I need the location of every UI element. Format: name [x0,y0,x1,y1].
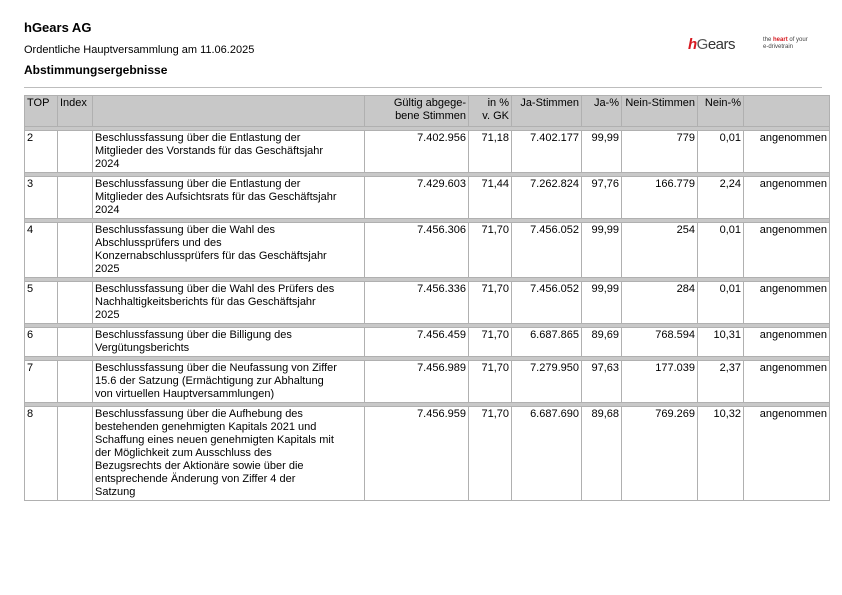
no-votes-cell: 254 [622,223,698,278]
logo-g: G [696,36,708,53]
no-votes-cell: 166.779 [622,177,698,219]
col-no-pct: Nein-% [698,96,744,127]
item-cell [93,282,365,324]
index-cell [58,282,93,324]
valid-votes-cell: 7.456.336 [365,282,469,324]
item-line: Abschlussprüfers und des [95,237,222,249]
item-line: Beschlussfassung über die Neufassung von Ziffer [95,362,337,374]
item-line: Beschlussfassung über die Aufhebung des [95,408,303,420]
yes-pct-cell: 97,63 [582,361,622,403]
item-line: Beschlussfassung über die Entlastung der [95,132,301,144]
yes-pct-cell: 99,99 [582,131,622,173]
voting-results-table [24,95,830,501]
index-cell [58,361,93,403]
pct-gk-cell: 71,70 [469,407,512,501]
tagline-post: of your [787,37,808,43]
item-line: der Möglichkeit zum Ausschluss des [95,447,272,459]
col-yes-pct: Ja-% [582,96,622,127]
col-pct-gk [469,96,512,127]
section-title: Abstimmungsergebnisse [24,63,168,77]
item-cell [93,223,365,278]
col-top: TOP [25,96,58,127]
valid-votes-cell: 7.456.459 [365,328,469,357]
index-cell [58,131,93,173]
item-cell [93,361,365,403]
no-pct-cell: 2,24 [698,177,744,219]
pct-gk-cell: 71,44 [469,177,512,219]
yes-pct-cell: 97,76 [582,177,622,219]
hgears-logo [688,36,735,54]
item-cell [93,131,365,173]
item-line: Vergütungsberichts [95,342,190,354]
col-no-votes: Nein-Stimmen [622,96,698,127]
col-item [93,96,365,127]
yes-pct-cell: 89,68 [582,407,622,501]
yes-votes-cell: 7.456.052 [512,282,582,324]
table-row [25,328,830,357]
col-valid-votes [365,96,469,127]
yes-pct-cell: 99,99 [582,223,622,278]
valid-votes-cell: 7.402.956 [365,131,469,173]
top-cell: 3 [25,177,58,219]
table-row [25,131,830,173]
item-line: 2024 [95,158,120,170]
result-cell: angenommen [744,328,830,357]
item-line: von virtuellen Hauptversammlungen) [95,388,275,400]
company-name: hGears AG [24,20,92,35]
item-line: Beschlussfassung über die Wahl des Prüfers des [95,283,335,295]
item-line: Schaffung eines neuen genehmigten Kapitals mit [95,434,334,446]
pct-gk-cell: 71,70 [469,282,512,324]
col-valid-line1: Gültig abgege- [393,97,466,109]
col-yes-votes: Ja-Stimmen [512,96,582,127]
no-pct-cell: 10,31 [698,328,744,357]
tagline-line2: e-drivetrain [763,44,794,50]
item-line: 2025 [95,309,120,321]
item-line: 2025 [95,263,120,275]
top-cell: 2 [25,131,58,173]
result-cell: angenommen [744,282,830,324]
valid-votes-cell: 7.429.603 [365,177,469,219]
result-cell: angenommen [744,177,830,219]
item-line: Bezugsrechts der Aktionäre sowie über die [95,460,304,472]
logo-rest: ears [707,36,736,53]
result-cell: angenommen [744,131,830,173]
item-line: 2024 [95,204,120,216]
valid-votes-cell: 7.456.959 [365,407,469,501]
no-votes-cell: 177.039 [622,361,698,403]
top-cell: 4 [25,223,58,278]
table-row [25,282,830,324]
item-line: Konzernabschlussprüfers für das Geschäftsjahr [95,250,327,262]
item-line: Nachhaltigkeitsberichts für das Geschäftsjahr [95,296,316,308]
index-cell [58,328,93,357]
yes-votes-cell: 7.262.824 [512,177,582,219]
item-line: bestehenden genehmigten Kapitals 2021 und [95,421,317,433]
item-line: Satzung [95,486,136,498]
table-row [25,177,830,219]
table-body [25,127,830,501]
top-cell: 5 [25,282,58,324]
item-cell [93,177,365,219]
yes-votes-cell: 6.687.690 [512,407,582,501]
no-votes-cell: 768.594 [622,328,698,357]
no-votes-cell: 779 [622,131,698,173]
yes-pct-cell: 99,99 [582,282,622,324]
pct-gk-cell: 71,70 [469,328,512,357]
pct-gk-cell: 71,70 [469,361,512,403]
valid-votes-cell: 7.456.306 [365,223,469,278]
table-row [25,223,830,278]
index-cell [58,223,93,278]
index-cell [58,177,93,219]
header-divider [24,87,822,88]
no-pct-cell: 0,01 [698,223,744,278]
item-line: Beschlussfassung über die Wahl des [95,224,275,236]
no-pct-cell: 0,01 [698,131,744,173]
table-row [25,407,830,501]
result-cell: angenommen [744,361,830,403]
result-cell: angenommen [744,407,830,501]
no-votes-cell: 284 [622,282,698,324]
yes-votes-cell: 6.687.865 [512,328,582,357]
yes-votes-cell: 7.279.950 [512,361,582,403]
top-cell: 7 [25,361,58,403]
table-row [25,361,830,403]
no-pct-cell: 10,32 [698,407,744,501]
item-line: Beschlussfassung über die Entlastung der [95,178,301,190]
no-pct-cell: 0,01 [698,282,744,324]
col-result [744,96,830,127]
item-line: 15.6 der Satzung (Ermächtigung zur Abhaltung [95,375,324,387]
logo-tagline [763,37,829,51]
col-valid-line2: bene Stimmen [395,110,466,122]
tagline-pre: the [763,37,774,43]
top-cell: 6 [25,328,58,357]
index-cell [58,407,93,501]
table-header-row [25,96,830,127]
top-cell: 8 [25,407,58,501]
pct-gk-cell: 71,18 [469,131,512,173]
col-pct-line1: in % [487,97,509,109]
item-line: Beschlussfassung über die Billigung des [95,329,292,341]
col-pct-line2: v. GK [482,110,509,122]
col-index: Index [58,96,93,127]
no-votes-cell: 769.269 [622,407,698,501]
result-cell: angenommen [744,223,830,278]
tagline-heart: heart [773,37,788,43]
item-cell [93,407,365,501]
yes-votes-cell: 7.402.177 [512,131,582,173]
no-pct-cell: 2,37 [698,361,744,403]
logo-wordmark [688,36,735,54]
valid-votes-cell: 7.456.989 [365,361,469,403]
item-line: Mitglieder des Vorstands für das Geschäftsjahr [95,145,324,157]
item-cell [93,328,365,357]
yes-pct-cell: 89,69 [582,328,622,357]
pct-gk-cell: 71,70 [469,223,512,278]
item-line: entsprechende Änderung von Ziffer 4 der [95,473,296,485]
meeting-title: Ordentliche Hauptversammlung am 11.06.2025 [24,44,255,56]
yes-votes-cell: 7.456.052 [512,223,582,278]
item-line: Mitglieder des Aufsichtsrats für das Geschäftsjahr [95,191,337,203]
logo-h: h [688,36,697,53]
